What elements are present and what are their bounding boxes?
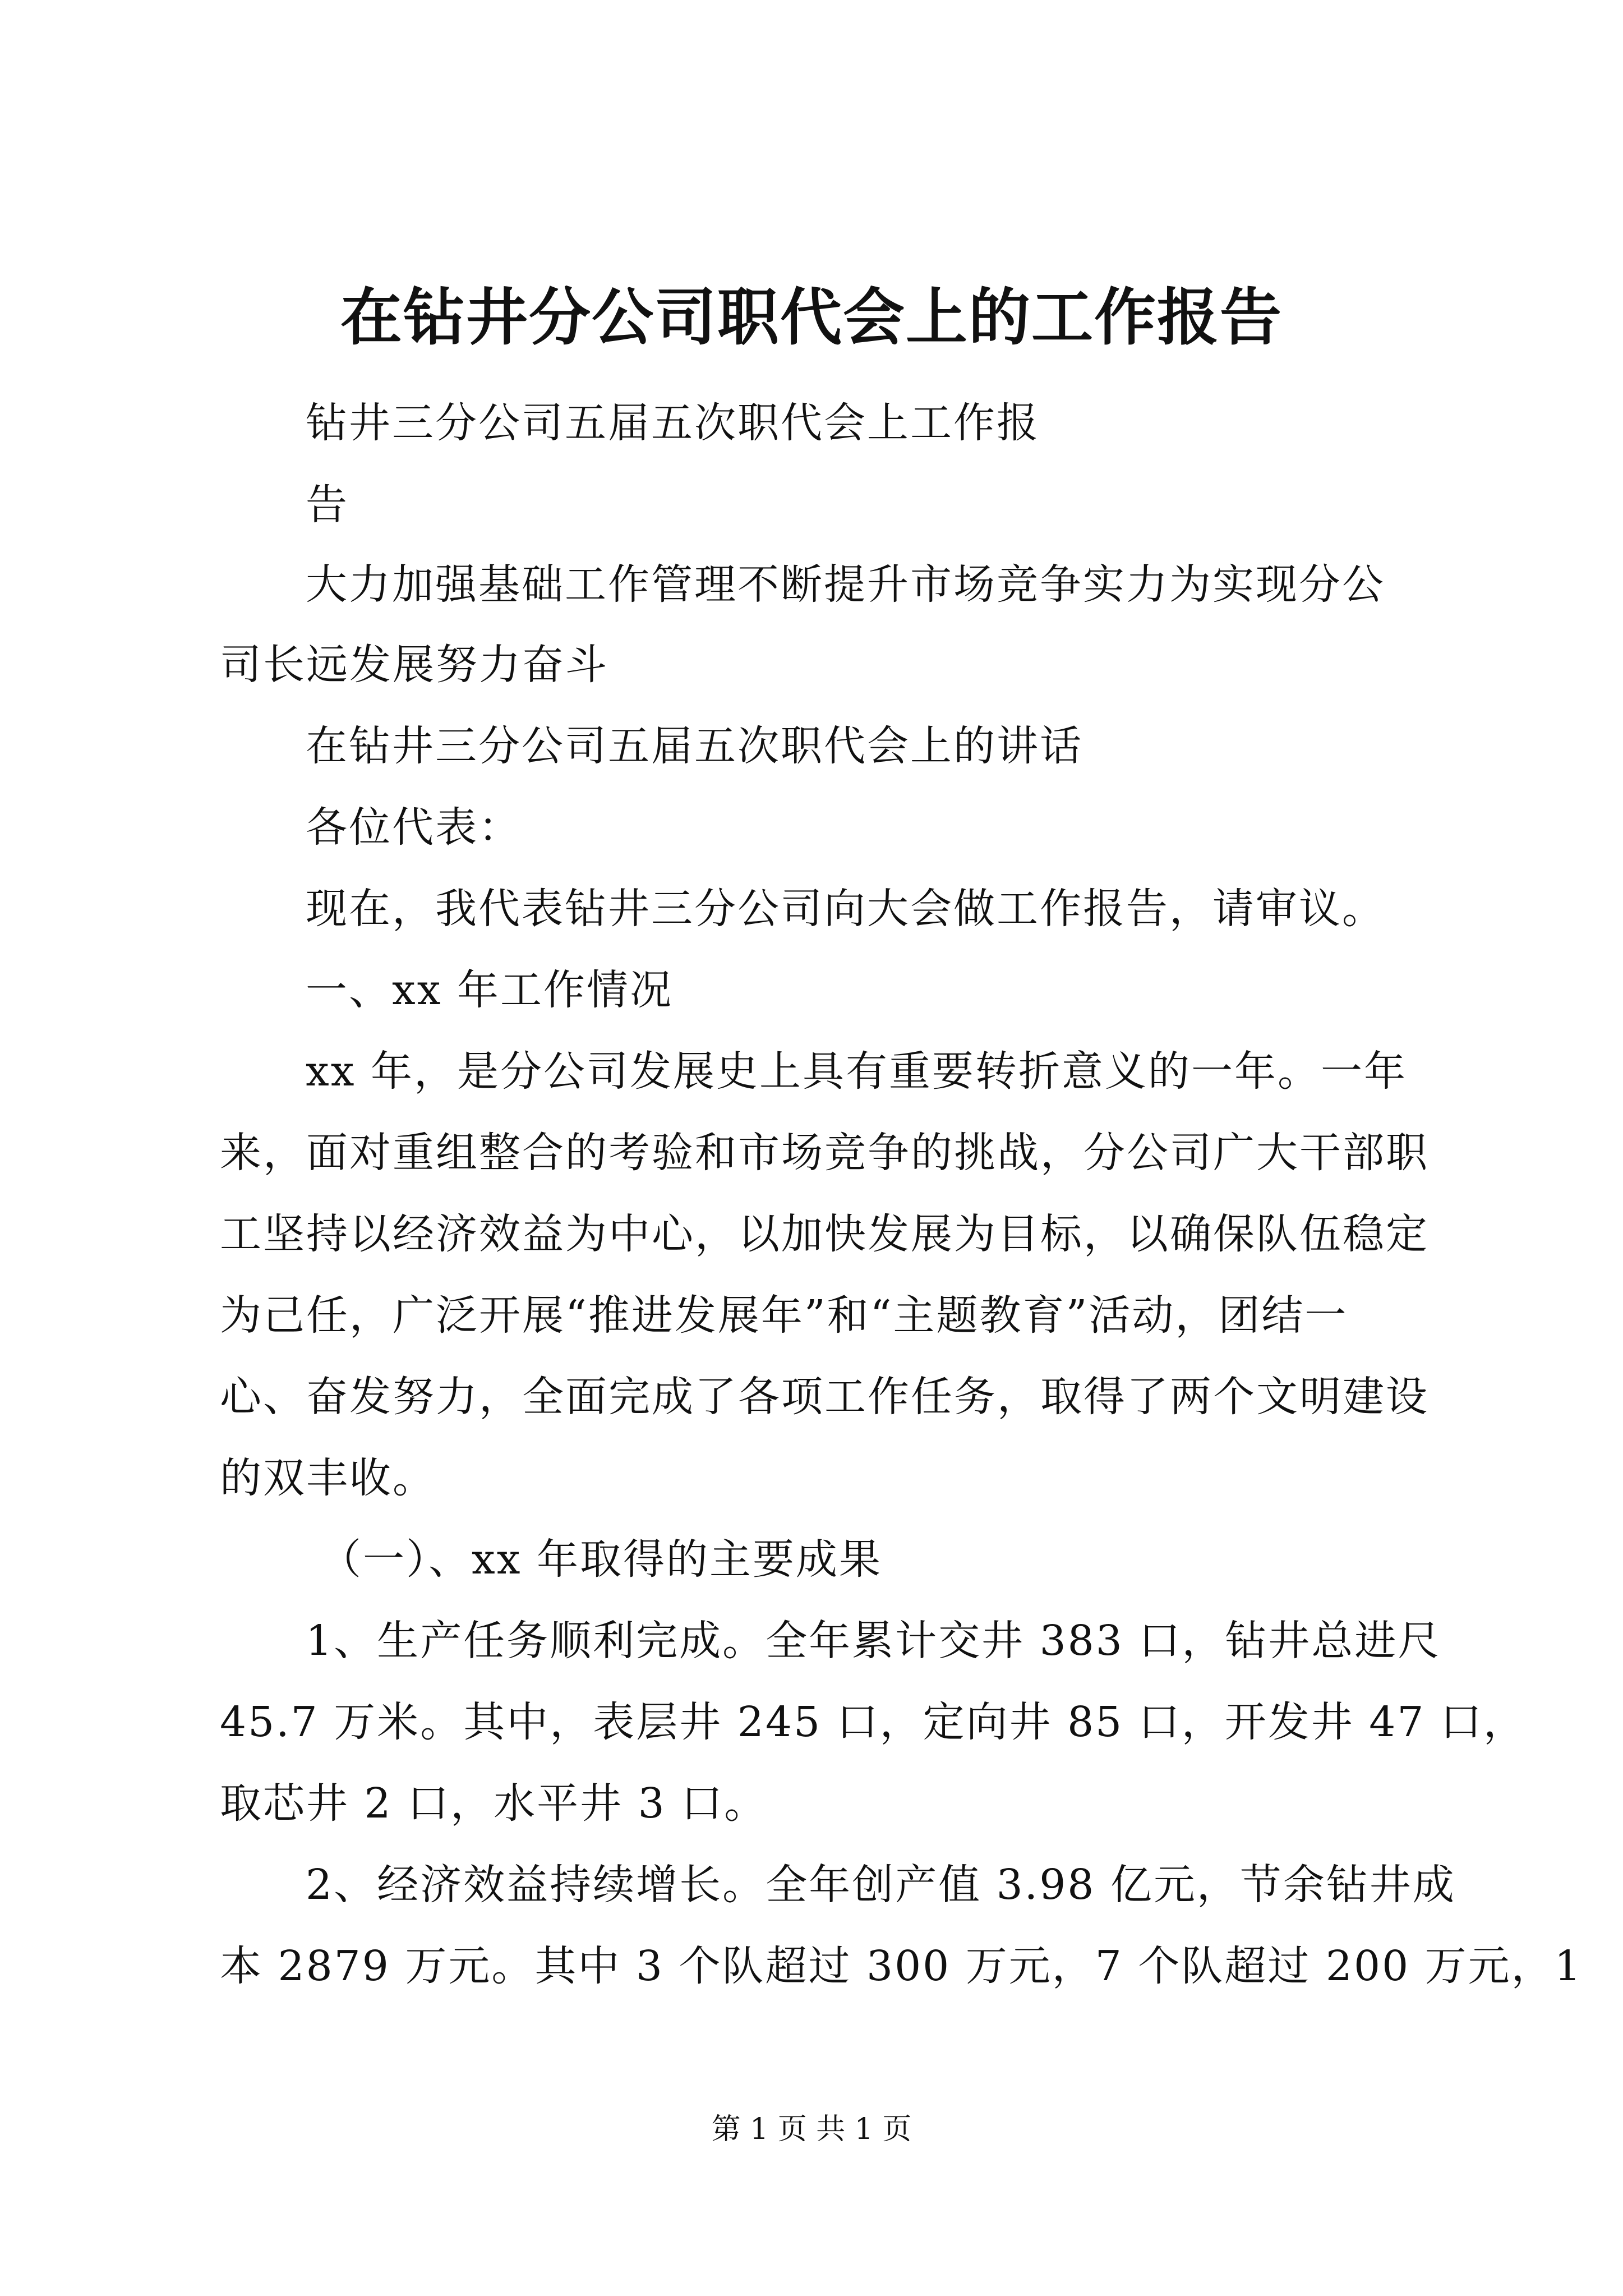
paragraph-line: 本 2879 万元。其中 3 个队超过 300 万元，7 个队超过 200 万元，1 [220, 1942, 1583, 1990]
paragraph-line: 来，面对重组整合的考验和市场竞争的挑战，分公司广大干部职 [220, 1129, 1429, 1177]
paragraph-line: 心、奋发努力，全面完成了各项工作任务，取得了两个文明建设 [220, 1373, 1429, 1421]
paragraph-line: 取芯井 2 口，水平井 3 口。 [220, 1779, 768, 1828]
paragraph-line: 工坚持以经济效益为中心，以加快发展为目标，以确保队伍稳定 [220, 1210, 1429, 1258]
subsection-heading: （一）、xx 年取得的主要成果 [320, 1535, 882, 1584]
paragraph-line: 2、经济效益持续增长。全年创产值 3.98 亿元，节余钻井成 [306, 1861, 1456, 1909]
paragraph-line: 司长远发展努力奋斗 [220, 641, 608, 689]
paragraph-line: 大力加强基础工作管理不断提升市场竞争实力为实现分公 [306, 560, 1385, 609]
page-footer: 第 1 页 共 1 页 [711, 2113, 912, 2146]
paragraph-line: 在钻井三分公司五届五次职代会上的讲话 [306, 722, 1083, 770]
paragraph-line: 45.7 万米。其中，表层井 245 口，定向井 85 口，开发井 47 口， [220, 1698, 1527, 1746]
paragraph-line: xx 年，是分公司发展史上具有重要转折意义的一年。一年 [306, 1047, 1407, 1096]
paragraph-line: 各位代表： [306, 803, 522, 852]
paragraph-line: 钻井三分公司五届五次职代会上工作报 [306, 399, 1040, 447]
paragraph-line: 现在，我代表钻井三分公司向大会做工作报告，请审议。 [306, 885, 1385, 933]
document-title: 在钻井分公司职代会上的工作报告 [340, 281, 1283, 353]
paragraph-line: 为己任，广泛开展“推进发展年”和“主题教育”活动，团结一 [220, 1291, 1348, 1340]
paragraph-line: 的双丰收。 [220, 1454, 436, 1502]
section-heading: 一、xx 年工作情况 [306, 966, 673, 1014]
paragraph-line: 告 [306, 481, 349, 529]
paragraph-line: 1、生产任务顺利完成。全年累计交井 383 口，钻井总进尺 [306, 1617, 1441, 1665]
